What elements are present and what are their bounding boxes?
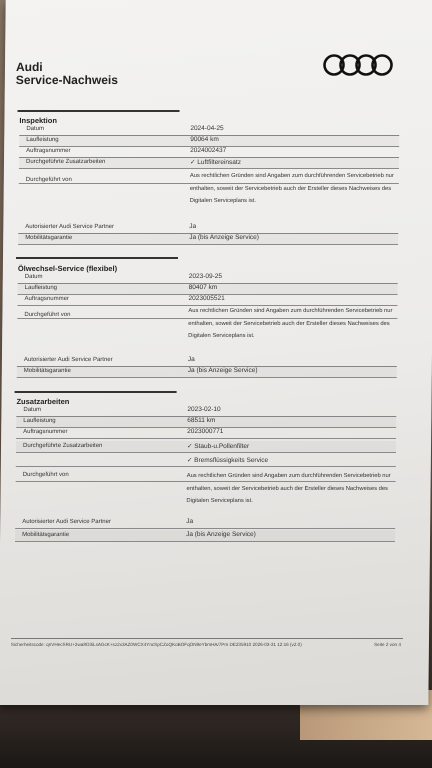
- row-mobilitaet: [17, 366, 397, 378]
- row-value: Ja: [187, 356, 195, 363]
- row-value: 2023000771: [187, 428, 224, 435]
- row-value: ✓ Luftfiltereinsatz: [189, 159, 241, 166]
- row-value: Ja: [186, 518, 194, 525]
- row-label: Durchgeführt von: [22, 472, 69, 478]
- row-value: ✓ Staub-u.Pollenfilter: [186, 443, 250, 450]
- row-value: 90064 km: [190, 136, 219, 143]
- footer: [11, 642, 401, 647]
- section-rule: [16, 257, 178, 259]
- legal-note: Aus rechtlichen Gründen sind Angaben zum durchführenden Servicebetrieb nur enthalten, soweit der Servicebetrieb auch der Ersteller dieses Nachweises des Digitalen Serviceplans ist.: [188, 308, 393, 339]
- page-number: Seite 2 von 4: [374, 642, 401, 647]
- row-value: ✓ Bremsflüssigkeits Service: [186, 457, 269, 464]
- row-label: Durchgeführt von: [25, 177, 72, 183]
- row-label: Autorisierter Audi Service Partner: [25, 224, 115, 230]
- row-label: Durchgeführte Zusatzarbeiten: [25, 159, 106, 165]
- row-zusatzarbeiten-2: [16, 455, 396, 467]
- row-mobilitaet: [18, 233, 398, 245]
- row-label: Laufleistung: [26, 137, 59, 143]
- row-value: 80407 km: [188, 284, 218, 291]
- audi-rings-icon: [323, 52, 393, 78]
- row-label: Datum: [23, 407, 42, 413]
- row-label: Laufleistung: [24, 285, 58, 291]
- row-zusatzarbeiten: [16, 441, 396, 453]
- brand-name: Audi: [15, 60, 43, 74]
- section-title: Zusatzarbeiten: [16, 397, 70, 406]
- legal-note: Aus rechtlichen Gründen sind Angaben zum durchführenden Servicebetrieb nur enthalten, soweit der Servicebetrieb auch der Ersteller dieses Nachweises des Digitalen Serviceplans ist.: [186, 473, 391, 504]
- row-label: Mobilitätsgarantie: [23, 368, 71, 374]
- row-value: Ja: [189, 223, 197, 230]
- row-value: 68511 km: [187, 417, 216, 424]
- row-label: Durchgeführte Zusatzarbeiten: [22, 443, 103, 449]
- document-title: Service-Nachweis: [15, 73, 118, 87]
- row-value: Ja (bis Anzeige Service): [189, 234, 259, 241]
- row-value: 2024-04-25: [190, 125, 224, 132]
- row-label: Autorisierter Audi Service Partner: [23, 357, 113, 363]
- row-value: 2023-02-10: [187, 406, 221, 413]
- row-label: Autorisierter Audi Service Partner: [22, 519, 111, 525]
- section-title: Ölwechsel-Service (flexibel): [17, 264, 118, 273]
- row-value: 2023005521: [188, 295, 225, 302]
- row-label: Auftragsnummer: [24, 296, 69, 302]
- row-value: 2023-09-25: [188, 273, 223, 280]
- row-partner: [15, 517, 395, 529]
- row-zusatzarbeiten: [19, 157, 399, 169]
- row-value: Ja (bis Anzeige Service): [186, 531, 256, 538]
- row-label: Auftragsnummer: [23, 429, 68, 435]
- row-value: 2024002437: [190, 147, 227, 154]
- legal-note: Aus rechtlichen Gründen sind Angaben zum durchführenden Servicebetrieb nur enthalten, soweit der Servicebetrieb auch der Ersteller dieses Nachweises des Digitalen Serviceplans ist.: [189, 173, 394, 204]
- security-code: Sicherheitscode: qnVHecSRU+2wa8O3iLsAGcK+sz2x3AZ0WCX4YncSpCZoQKoBOFqON9eYbmHA/7Pm DE235910 2026-03-31 12:16 (v2.0): [10, 642, 302, 647]
- row-label: Auftragsnummer: [26, 148, 71, 154]
- section-title: Inspektion: [19, 116, 57, 125]
- footer-rule: [11, 638, 403, 639]
- row-label: Mobilitätsgarantie: [22, 532, 70, 538]
- row-label: Mobilitätsgarantie: [25, 235, 73, 241]
- section-rule: [15, 391, 177, 393]
- row-label: Datum: [26, 126, 45, 132]
- row-label: Laufleistung: [23, 418, 56, 424]
- row-auftragsnummer: [16, 427, 396, 439]
- section-rule: [18, 110, 180, 112]
- row-label: Durchgeführt von: [24, 312, 71, 318]
- row-value: Ja (bis Anzeige Service): [187, 367, 258, 374]
- row-mobilitaet: [15, 530, 395, 542]
- row-label: Datum: [24, 274, 43, 280]
